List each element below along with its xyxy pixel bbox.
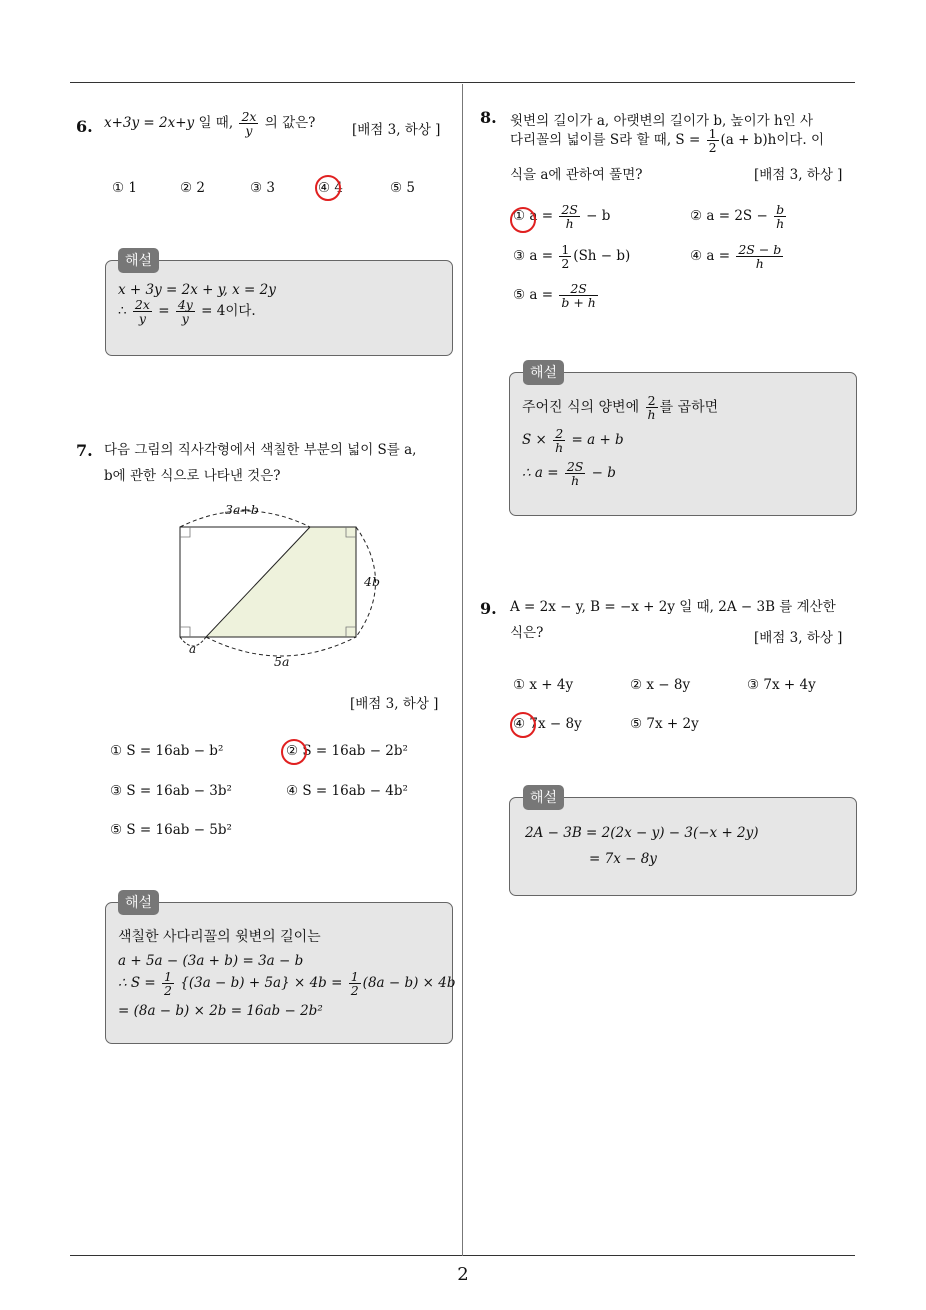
shaded-trapezoid: [206, 527, 356, 637]
option-3[interactable]: ③ 7x + 4y: [747, 677, 816, 693]
question-line-2: 다리꼴의 넓이를 S라 할 때, S = $\frac{1}{2}$ (a + b)h이다. 이: [510, 126, 825, 156]
option-5[interactable]: ⑤ S = 16ab − 5b²: [110, 822, 232, 838]
explanation-line-2: ∴ $\frac{2x}{y}$ = $\frac{4y}{y}$ = 4이다.: [118, 297, 256, 327]
option-3[interactable]: ③ a = $\frac{1}{2}$ (Sh − b): [513, 242, 631, 272]
explanation-tag: 해설: [523, 785, 564, 810]
option-2[interactable]: ② x − 8y: [630, 677, 691, 693]
explanation-line-3: ∴ S = $\frac{1}{2}$ {(3a − b) + 5a} × 4b = $\frac{1}{2}$ (8a − b) × 4b: [118, 969, 456, 999]
explanation-line-1: 2A − 3B = 2(2x − y) − 3(−x + 2y): [525, 825, 759, 841]
explanation-line-2: S × $\frac{2}{h}$ = a + b: [522, 426, 624, 456]
option-5[interactable]: ⑤ a = $\frac{2S}{b + h}$: [513, 281, 596, 311]
top-rule: [70, 82, 855, 83]
explanation-line-2: = 7x − 8y: [589, 851, 657, 867]
explanation-tag: 해설: [523, 360, 564, 385]
explanation-line-4: = (8a − b) × 2b = 16ab − 2b²: [118, 1003, 323, 1019]
question-number: 8.: [480, 108, 497, 127]
question-number: 7.: [76, 441, 93, 460]
score-label: [배점 3, 하상 ]: [352, 122, 441, 138]
option-3[interactable]: ③ 3: [250, 180, 275, 196]
explanation-tag: 해설: [118, 248, 159, 273]
score-label: [배점 3, 하상 ]: [754, 630, 843, 646]
right-angle-mark: [180, 627, 190, 637]
option-4[interactable]: ④ a = $\frac{2S - b}{h}$: [690, 242, 782, 272]
explanation-line-2: a + 5a − (3a + b) = 3a − b: [118, 953, 304, 969]
label-a: a: [189, 642, 197, 656]
option-4[interactable]: ④ 7x − 8y: [513, 716, 582, 732]
fraction: $\frac{2x}{y}$: [241, 109, 257, 139]
question-number: 9.: [480, 599, 497, 618]
option-4[interactable]: ④ 4: [318, 180, 343, 196]
answer-circle: [510, 207, 536, 233]
explanation-line-1: 색칠한 사다리꼴의 윗변의 길이는: [118, 929, 321, 945]
score-label: [배점 3, 하상 ]: [754, 167, 843, 183]
option-1[interactable]: ① 1: [112, 180, 137, 196]
page-number: 2: [457, 1264, 469, 1285]
score-label: [배점 3, 하상 ]: [350, 696, 439, 712]
label-right: 4b: [364, 574, 380, 589]
answer-circle: [315, 175, 341, 201]
option-2[interactable]: ② a = 2S − $\frac{b}{h}$: [690, 202, 785, 232]
question-text: A = 2x − y, B = −x + 2y 일 때, 2A − 3B 를 계산한 식은?: [510, 599, 836, 641]
option-3[interactable]: ③ S = 16ab − 3b²: [110, 783, 232, 799]
explanation-line-3: ∴ a = $\frac{2S}{h}$ − b: [522, 459, 616, 489]
question-line-3: 식을 a에 관하여 풀면?: [510, 167, 643, 183]
explanation-tag: 해설: [118, 890, 159, 915]
option-2[interactable]: ② 2: [180, 180, 205, 196]
explanation-line-1: 주어진 식의 양변에 $\frac{2}{h}$ 를 곱하면: [522, 393, 719, 423]
option-4[interactable]: ④ S = 16ab − 4b²: [286, 783, 408, 799]
option-2[interactable]: ② S = 16ab − 2b²: [286, 743, 408, 759]
explanation-line-1: x + 3y = 2x + y, x = 2y: [118, 282, 276, 298]
question-text: 다음 그림의 직사각형에서 색칠한 부분의 넓이 S를 a, b에 관한 식으로 나타낸 것은?: [104, 442, 417, 484]
option-1[interactable]: ① a = $\frac{2S}{h}$ − b: [513, 202, 611, 232]
column-divider: [462, 84, 463, 1256]
option-1[interactable]: ① x + 4y: [513, 677, 574, 693]
explanation-box: [509, 797, 857, 896]
option-5[interactable]: ⑤ 5: [390, 180, 415, 196]
label-top: 3a+b: [225, 502, 259, 517]
option-1[interactable]: ① S = 16ab − b²: [110, 743, 224, 759]
question-line-1: 윗변의 길이가 a, 아랫변의 길이가 b, 높이가 h인 사: [510, 113, 814, 129]
question-text: x+3y = 2x+y 일 때, $\frac{2x}{y}$ 의 값은?: [104, 109, 316, 139]
label-bottom: 5a: [274, 654, 290, 669]
question-number: 6.: [76, 117, 93, 136]
answer-circle: [510, 712, 536, 738]
right-angle-mark: [180, 527, 190, 537]
option-5[interactable]: ⑤ 7x + 2y: [630, 716, 699, 732]
answer-circle: [281, 739, 307, 765]
rectangle-figure: [170, 500, 390, 670]
